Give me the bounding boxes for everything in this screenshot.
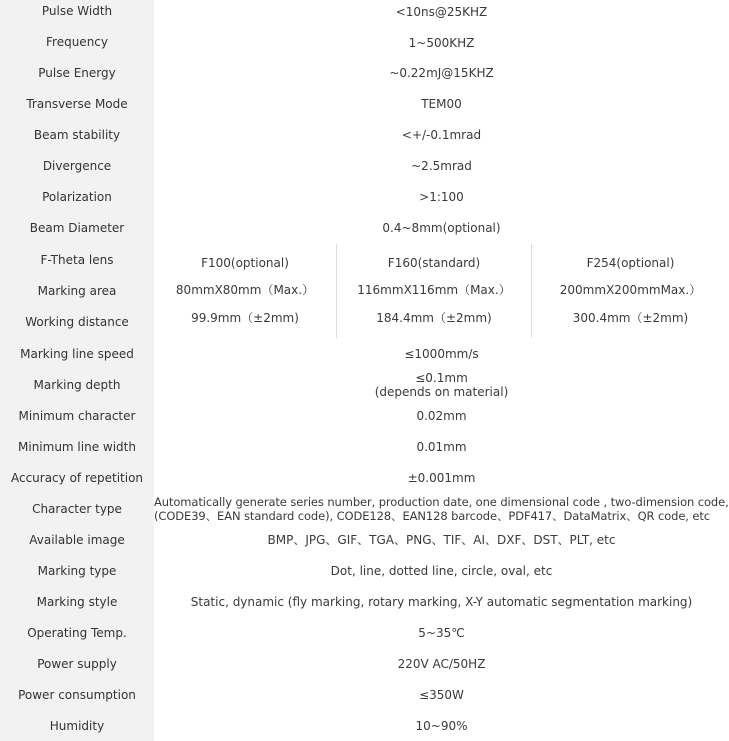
label-accuracy-of-repetition: Accuracy of repetition bbox=[10, 471, 144, 485]
label-power-consumption: Power consumption bbox=[18, 688, 136, 702]
label-power-supply: Power supply bbox=[37, 657, 117, 671]
area-f254: 200mmX200mmMax.） bbox=[559, 283, 702, 297]
label-polarization: Polarization bbox=[42, 190, 112, 204]
area-f160: 116mmX116mm（Max.） bbox=[357, 283, 511, 297]
value-accuracy-of-repetition: ±0.001mm bbox=[407, 471, 476, 485]
label-pulse-energy: Pulse Energy bbox=[38, 66, 116, 80]
value-marking-type: Dot, line, dotted line, circle, oval, etc bbox=[330, 564, 553, 578]
label-working-distance: Working distance bbox=[25, 315, 129, 329]
value-pulse-energy: ~0.22mJ@15KHZ bbox=[389, 66, 494, 80]
label-beam-stability: Beam stability bbox=[33, 128, 121, 142]
label-operating-temp: Operating Temp. bbox=[27, 626, 127, 640]
label-minimum-character: Minimum character bbox=[18, 409, 136, 423]
lens-f160: F160(standard) bbox=[387, 256, 481, 270]
label-marking-area: Marking area bbox=[37, 284, 117, 298]
value-frequency: 1~500KHZ bbox=[408, 36, 475, 50]
label-humidity: Humidity bbox=[49, 719, 105, 733]
value-divergence: ~2.5mrad bbox=[411, 159, 472, 173]
value-minimum-line-width: 0.01mm bbox=[416, 440, 467, 454]
area-f100: 80mmX80mm（Max.） bbox=[175, 283, 315, 297]
label-transverse-mode: Transverse Mode bbox=[26, 97, 128, 111]
value-marking-line-speed: ≤1000mm/s bbox=[404, 347, 479, 361]
label-marking-style: Marking style bbox=[36, 595, 118, 609]
value-pulse-width: <10ns@25KHZ bbox=[395, 5, 488, 19]
label-marking-line-speed: Marking line speed bbox=[20, 347, 134, 361]
value-marking-depth-note: (depends on material) bbox=[374, 385, 509, 399]
distance-f254: 300.4mm（±2mm) bbox=[572, 311, 689, 325]
distance-f160: 184.4mm（±2mm) bbox=[376, 311, 492, 325]
value-beam-stability: <+/-0.1mrad bbox=[401, 128, 482, 142]
value-character-type: Automatically generate series number, production date, one dimensional code , two-dimension code, bbox=[154, 495, 729, 509]
value-operating-temp: 5~35℃ bbox=[418, 626, 465, 640]
distance-f100: 99.9mm（±2mm) bbox=[191, 311, 299, 325]
label-frequency: Frequency bbox=[46, 35, 108, 49]
label-beam-diameter: Beam Diameter bbox=[29, 221, 125, 235]
value-beam-diameter: 0.4~8mm(optional) bbox=[382, 221, 501, 235]
value-humidity: 10~90% bbox=[415, 719, 468, 733]
value-polarization: >1:100 bbox=[419, 190, 464, 204]
label-marking-depth: Marking depth bbox=[33, 378, 121, 392]
value-transverse-mode: TEM00 bbox=[421, 97, 462, 111]
value-minimum-character: 0.02mm bbox=[416, 409, 467, 423]
label-minimum-line-width: Minimum line width bbox=[18, 440, 136, 454]
lens-f254: F254(optional) bbox=[586, 256, 675, 270]
label-f-theta-lens: F-Theta lens bbox=[40, 253, 114, 267]
label-character-type: Character type bbox=[32, 502, 122, 516]
label-marking-type: Marking type bbox=[37, 564, 117, 578]
label-divergence: Divergence bbox=[42, 159, 112, 173]
value-power-supply: 220V AC/50HZ bbox=[397, 657, 486, 671]
value-available-image: BMP、JPG、GIF、TGA、PNG、TIF、AI、DXF、DST、PLT, etc bbox=[267, 533, 616, 547]
value-marking-depth: ≤0.1mm bbox=[415, 371, 468, 385]
value-marking-style: Static, dynamic (fly marking, rotary marking, X-Y automatic segmentation marking) bbox=[190, 595, 693, 609]
lens-f100: F100(optional) bbox=[201, 256, 289, 270]
value-power-consumption: ≤350W bbox=[419, 688, 464, 702]
label-pulse-width: Pulse Width bbox=[41, 4, 113, 18]
value-character-type-line2: (CODE39、EAN standard code), CODE128、EAN128 barcode、PDF417、DataMatrix、QR code, etc bbox=[154, 509, 711, 523]
label-available-image: Available image bbox=[29, 533, 125, 547]
